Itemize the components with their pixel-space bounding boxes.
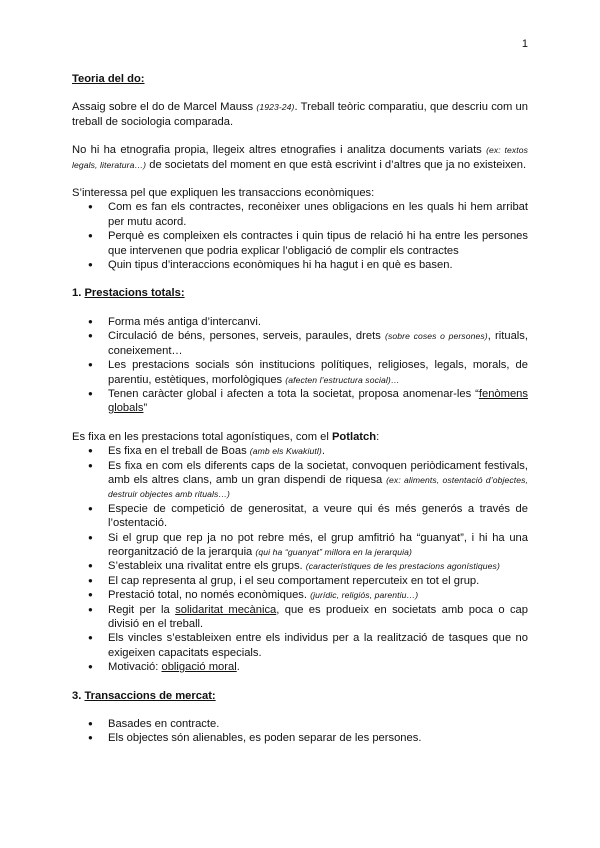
fenomens-globals-term: fenòmens globals — [108, 387, 528, 415]
list-item: ● Basades en contracte. — [108, 717, 528, 731]
page-title: Teoria del do: — [72, 73, 145, 85]
list-item: ● Prestació total, no només econòmiques. (jurídic, religiós, parentiu…) — [108, 588, 528, 602]
list-item: ● Les prestacions socials són institucions polítiques, religioses, legals, morals, de parentiu, estètiques, morfològiques (afecten l’estructura social)… — [108, 358, 528, 387]
list-item: ● Circulació de béns, persones, serveis, paraules, drets (sobre coses o persones), rituals, coneixement… — [108, 329, 528, 358]
list-item: ● Tenen caràcter global i afecten a tota la societat, proposa anomenar-les “fenòmens globals” — [108, 387, 528, 416]
list-item: ● El cap representa al grup, i el seu comportament repercuteix en tot el grup. — [108, 574, 528, 588]
page-number: 1 — [521, 38, 528, 50]
list-item: ● Es fixa en el treball de Boas (amb els Kwakiutl). — [108, 444, 528, 458]
solidaritat-mecanica-term: solidaritat mecànica — [175, 603, 277, 616]
list-item: ● Si el grup que rep ja no pot rebre més, el grup amfitrió ha “guanyat”, i hi ha una reorganització de la jerarquia (qui ha “guanyat” millora en la jerarquia) — [108, 531, 528, 560]
intro-note: (1923-24) — [256, 102, 295, 113]
ethnography-note: (ex: textos legals, literatura…) — [72, 145, 528, 170]
ethnography-paragraph: No hi ha etnografia propia, llegeix altres etnografies i analitza documents variats (ex: textos legals, literatura…) de societats del moment en que està escrivint i d’altres que ja no existeixen. — [72, 144, 528, 171]
list-item: ● Especie de competició de generositat, a veure qui és més generós a través de l’ostentació. — [108, 502, 528, 531]
list-item: ● Els vincles s’estableixen entre els individus per a la realització de tasques que no exigeixen capacitats especials. — [108, 631, 528, 660]
potlatch-list — [72, 444, 528, 675]
obligacio-moral-term: obligació moral — [161, 661, 237, 674]
interest-list — [72, 200, 528, 272]
list-item: ● Es fixa en com els diferents caps de la societat, convoquen periòdicament festivals, amb els altres clans, amb un gran dispendi de riquesa (ex: aliments, ostentació d’objectes, destruir objectes amb rituals…) — [108, 459, 528, 502]
list-item: ● Perquè es compleixen els contractes i quin tipus de relació hi ha entre les persones que intervenen que podria explicar l’obligació de complir els contractes — [108, 229, 528, 258]
list-item: ● Els objectes són alienables, es poden separar de les persones. — [108, 731, 528, 745]
potlatch-lead: Es fixa en les prestacions total agonístiques, com el Potlatch: — [72, 430, 380, 443]
section-heading-prestacions: 1. Prestacions totals: — [72, 287, 185, 300]
intro-paragraph: Assaig sobre el do de Marcel Mauss (1923-24). Treball teòric comparatiu, que descriu com un treball de sociologia comparada. — [72, 101, 529, 128]
list-item: ● S’estableix una rivalitat entre els grups. (característiques de les prestacions agonístiques) — [108, 559, 528, 573]
list-item: ● Regit per la solidaritat mecànica, que es produeix en societats amb poca o cap divisió en el treball. — [108, 603, 528, 632]
section-heading-mercat: 3. Transaccions de mercat: — [72, 689, 216, 702]
mercat-list — [72, 717, 528, 746]
interest-lead: S’interessa pel que expliquen les transaccions econòmiques: — [72, 187, 375, 200]
list-item: ● Quin tipus d’interaccions econòmiques hi ha hagut i en què es basen. — [108, 258, 528, 272]
document-body — [72, 72, 528, 746]
list-item: ● Forma més antiga d’intercanvi. — [108, 315, 528, 329]
list-item: ● Com es fan els contractes, reconèixer unes obligacions en les quals hi hem arribat per mutu acord. — [108, 200, 528, 229]
list-item: ● Motivació: obligació moral. — [108, 660, 528, 674]
prestacions-list — [72, 315, 528, 416]
